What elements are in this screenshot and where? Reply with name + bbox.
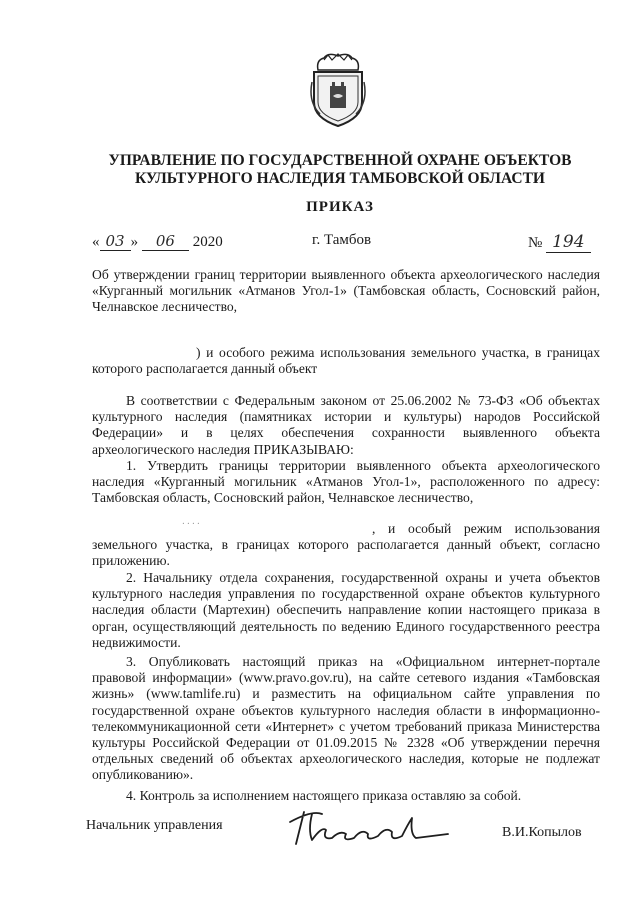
item-1-part-2: , и особый режим использования земельного участка, в границах которого располагается данный объект, согласно приложению. xyxy=(92,521,600,569)
document-title: ПРИКАЗ xyxy=(306,199,374,215)
item-3-paragraph: 3. Опубликовать настоящий приказ на «Официальном интернет-портале правовой информации» (www.pravo.gov.ru), на сайте сетевого издания «Тамбовская жизнь» (www.tamlife.ru) и разместить на официальном сайте управления по государственной охране объектов культурного наследия области в информационно-телекоммуникационной сети «Интернет» с учетом требований приказа Министерства культуры Российской Федерации от 01.09.2015 № 2328 «Об утверждении перечня отдельных сведений об объектах археологического наследия, которые не подлежат опубликованию». xyxy=(92,654,600,783)
document-number xyxy=(528,232,591,252)
organization-name xyxy=(60,152,620,188)
date-quote-close: » xyxy=(130,234,139,250)
number-label: № xyxy=(528,235,543,251)
org-line-1: УПРАВЛЕНИЕ ПО ГОСУДАРСТВЕННОЙ ОХРАНЕ ОБЪЕКТОВ xyxy=(108,152,572,169)
number-value: 194 xyxy=(546,232,590,253)
subject-part-2: ) и особого режима использования земельного участка, в границах которого располагается данный объект xyxy=(92,345,600,377)
date-month: 06 xyxy=(142,232,189,251)
date-day: 03 xyxy=(100,232,131,251)
date-quote-open: « xyxy=(92,234,100,250)
item-2-paragraph: 2. Начальнику отдела сохранения, государственной охраны и учета объектов культурного наследия управления по государственной охране объектов культурного наследия области (Мартехин) обеспечить направление копии настоящего приказа в орган, осуществляющий деятельность по ведению Единого государственного реестра недвижимости. xyxy=(92,570,600,650)
date-year: 2020 xyxy=(192,234,223,250)
handwritten-signature xyxy=(282,800,452,850)
signatory-name: В.И.Копылов xyxy=(502,825,582,840)
document-date xyxy=(92,232,223,251)
document-city: г. Тамбов xyxy=(312,232,372,248)
item-1-part-1: 1. Утвердить границы территории выявленного объекта археологического наследия «Курганный могильник «Атманов Угол-1», расположенного по адресу: Тамбовская область, Сосновский район, Челнавское лесничество, xyxy=(92,458,600,506)
signatory-position: Начальник управления xyxy=(86,818,223,833)
subject-part-1: Об утверждении границ территории выявленного объекта археологического наследия «Курганный могильник «Атманов Угол-1» (Тамбовская область, Сосновский район, Челнавское лесничество, xyxy=(92,267,600,315)
redaction-mark: · · · · xyxy=(182,519,200,530)
coat-of-arms-emblem xyxy=(310,52,366,130)
org-line-2: КУЛЬТУРНОГО НАСЛЕДИЯ ТАМБОВСКОЙ ОБЛАСТИ xyxy=(135,170,545,187)
preamble-paragraph: В соответствии с Федеральным законом от 25.06.2002 № 73-ФЗ «Об объектах культурного наследия (памятниках истории и культуры) народов Российской Федерации» и в целях обеспечения сохранности выявленного объекта археологического наследия ПРИКАЗЫВАЮ: xyxy=(92,393,600,457)
item-4-paragraph: 4. Контроль за исполнением настоящего приказа оставляю за собой. xyxy=(126,788,522,803)
